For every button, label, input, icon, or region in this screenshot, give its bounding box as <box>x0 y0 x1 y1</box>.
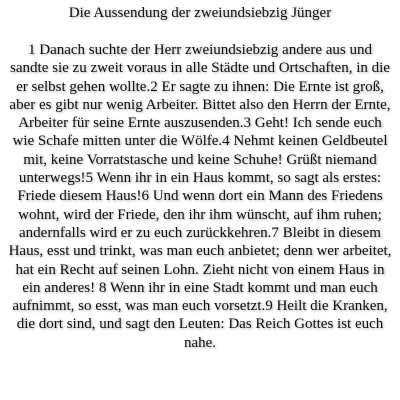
document-body-text: 1 Danach suchte der Herr zweiundsiebzig andere aus und sandte sie zu zweit voraus in alle Städte und Ortschaften, in die er selbst gehen wollte.2 Er sagte zu ihnen: Die Ernte ist groß, aber es gibt nur wenig Arbeiter. Bittet also den Herrn der Ernte, Arbeiter für seine Ernte auszusenden.3 Geht! Ich sende euch wie Schafe mitten unter die Wölfe.4 Nehmt keinen Geldbeutel mit, keine Vorratstasche und keine Schuhe! Grüßt niemand unterwegs!5 Wenn ihr in ein Haus kommt, so sagt als erstes: Friede diesem Haus!6 Und wenn dort ein Mann des Friedens wohnt, wird der Friede, den ihr ihm wünscht, auf ihm ruhen; andernfalls wird er zu euch zurückkehren.7 Bleibt in diesem Haus, esst und trinkt, was man euch anbietet; denn wer arbeitet, hat ein Recht auf seinen Lohn. Zieht nicht von einem Haus in ein anderes! 8 Wenn ihr in eine Stadt kommt und man euch aufnimmt, so esst, was man euch vorsetzt.9 Heilt die Kranken, die dort sind, und sagt den Leuten: Das Reich Gottes ist euch nahe. <box>8 42 392 351</box>
document-title: Die Aussendung der zweiundsiebzig Jünger <box>68 5 332 21</box>
